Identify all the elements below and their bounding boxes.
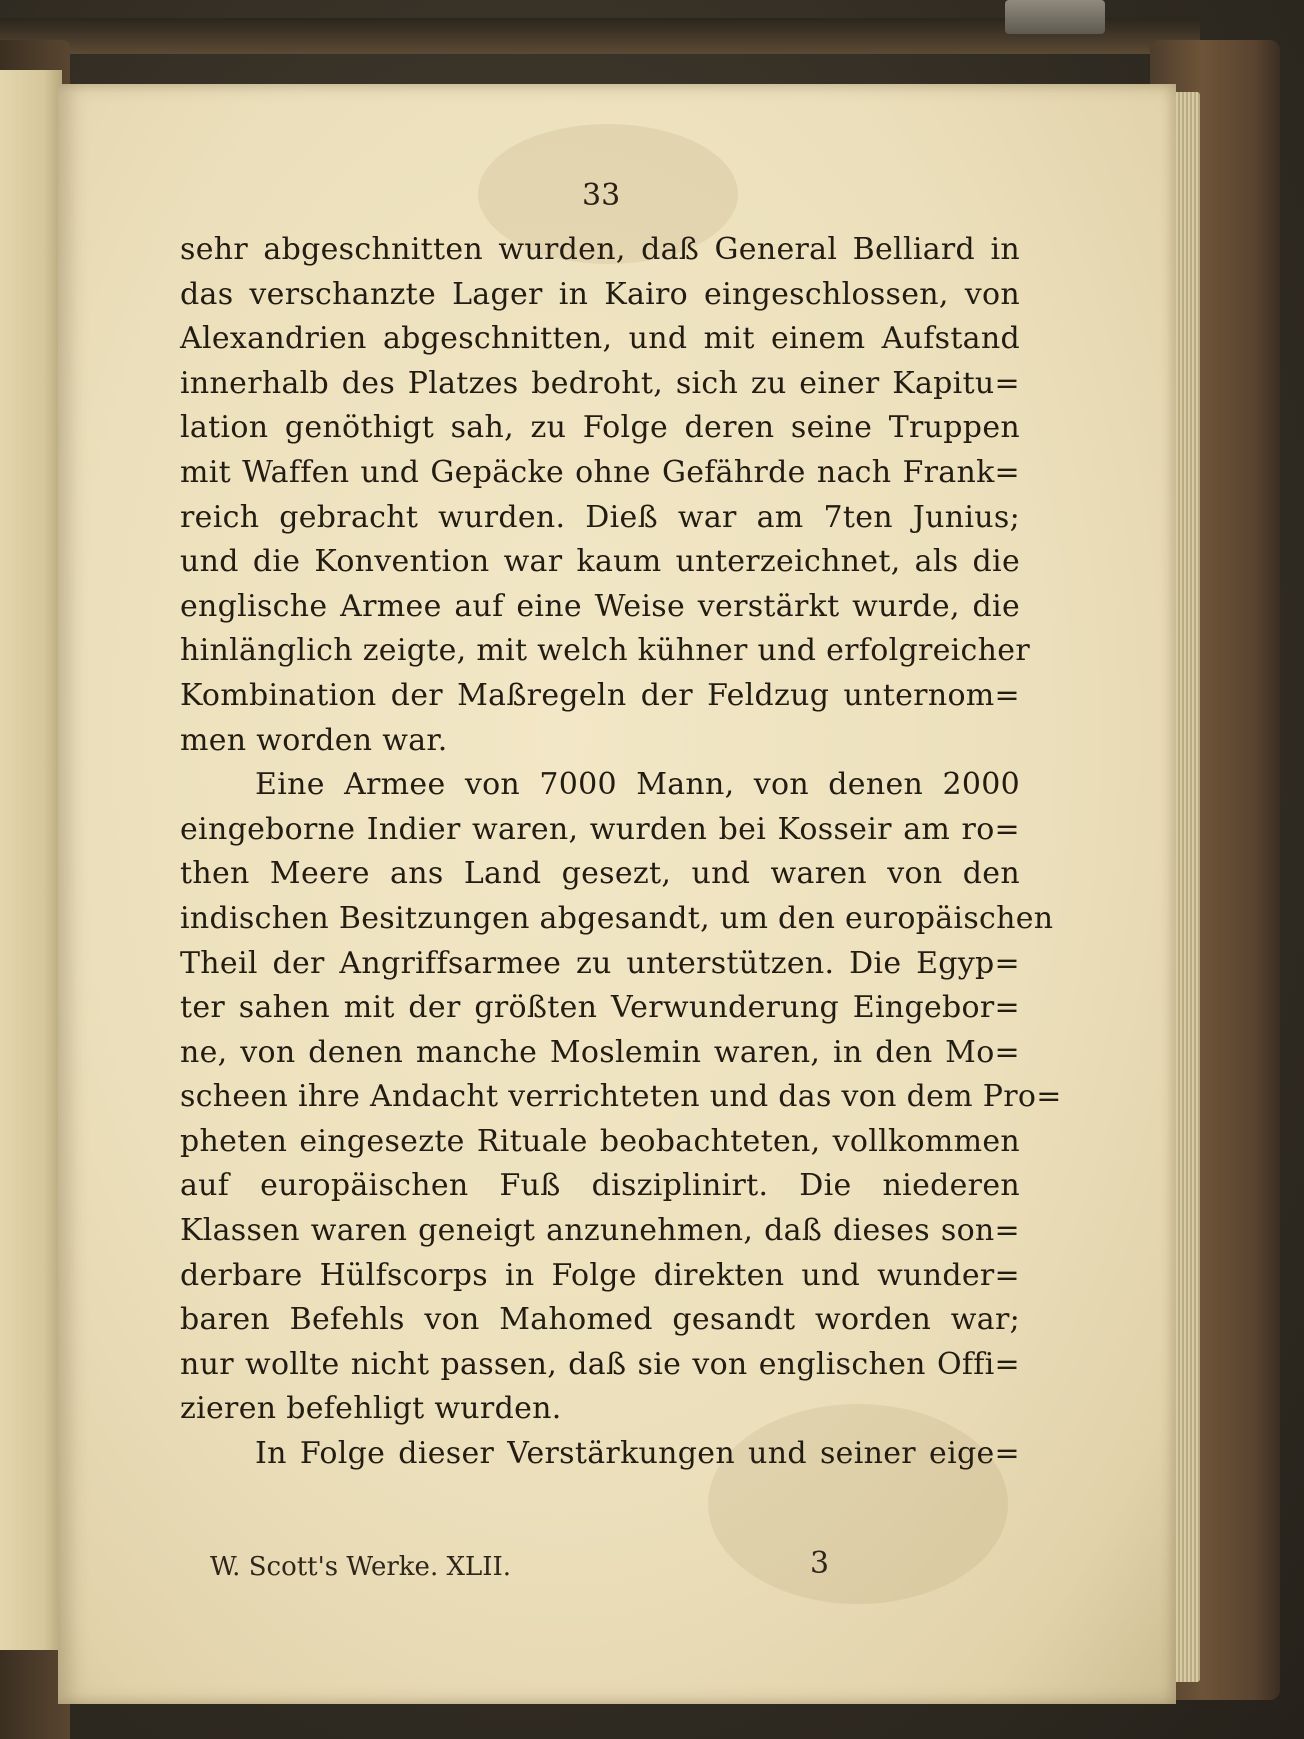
text-line: nur wollte nicht passen, daß sie von englischen Offi= — [180, 1346, 1020, 1382]
text-line: englische Armee auf eine Weise verstärkt wurde, die — [180, 588, 1020, 624]
text-line: In Folge dieser Verstärkungen und seiner eige= — [255, 1436, 1020, 1472]
text-line: Eine Armee von 7000 Mann, von denen 2000 — [255, 767, 1020, 803]
text-line: men worden war. — [180, 722, 448, 758]
signature-line — [210, 1546, 860, 1582]
text-line: innerhalb des Platzes bedroht, sich zu einer Kapitu= — [180, 365, 1020, 401]
signature-mark: W. Scott's Werke. XLII. — [210, 1552, 512, 1582]
text-line: baren Befehls von Mahomed gesandt worden war; — [180, 1302, 1020, 1338]
body-text — [180, 228, 1062, 1477]
text-line: Alexandrien abgeschnitten, und mit einem Aufstand — [180, 321, 1020, 357]
text-line: lation genöthigt sah, zu Folge deren seine Truppen — [180, 410, 1020, 446]
text-line: das verschanzte Lager in Kairo eingeschlossen, von — [180, 276, 1020, 312]
text-line: Klassen waren geneigt anzunehmen, daß dieses son= — [180, 1213, 1020, 1249]
text-line: auf europäischen Fuß disziplinirt. Die niederen — [180, 1168, 1020, 1204]
text-line: then Meere ans Land gesezt, und waren von den — [180, 856, 1020, 892]
text-line: reich gebracht wurden. Dieß war am 7ten Junius; — [180, 499, 1020, 535]
page-number: 33 — [582, 178, 621, 213]
text-line: ter sahen mit der größten Verwunderung Eingebor= — [180, 990, 1020, 1026]
signature-number: 3 — [810, 1546, 830, 1581]
text-line: scheen ihre Andacht verrichteten und das von dem Pro= — [180, 1079, 1062, 1115]
text-line: mit Waffen und Gepäcke ohne Gefährde nach Frank= — [180, 454, 1020, 490]
text-line: und die Konvention war kaum unterzeichnet, als die — [180, 544, 1020, 580]
text-line: indischen Besitzungen abgesandt, um den europäischen — [180, 900, 1054, 936]
left-page-edge — [0, 70, 62, 1650]
text-line: ne, von denen manche Moslemin waren, in den Mo= — [180, 1034, 1020, 1070]
text-line: Kombination der Maßregeln der Feldzug unternom= — [180, 677, 1020, 713]
text-line: pheten eingesezte Rituale beobachteten, vollkommen — [180, 1123, 1020, 1159]
text-line: derbare Hülfscorps in Folge direkten und wunder= — [180, 1257, 1020, 1293]
text-line: Theil der Angriffsarmee zu unterstützen. Die Egyp= — [180, 945, 1020, 981]
text-line: zieren befehligt wurden. — [180, 1391, 562, 1427]
text-line: hinlänglich zeigte, mit welch kühner und erfolgreicher — [180, 633, 1030, 669]
text-line: eingeborne Indier waren, wurden bei Kosseir am ro= — [180, 811, 1020, 847]
text-line: sehr abgeschnitten wurden, daß General Belliard in — [180, 232, 1020, 267]
metal-clasp — [1005, 0, 1105, 34]
